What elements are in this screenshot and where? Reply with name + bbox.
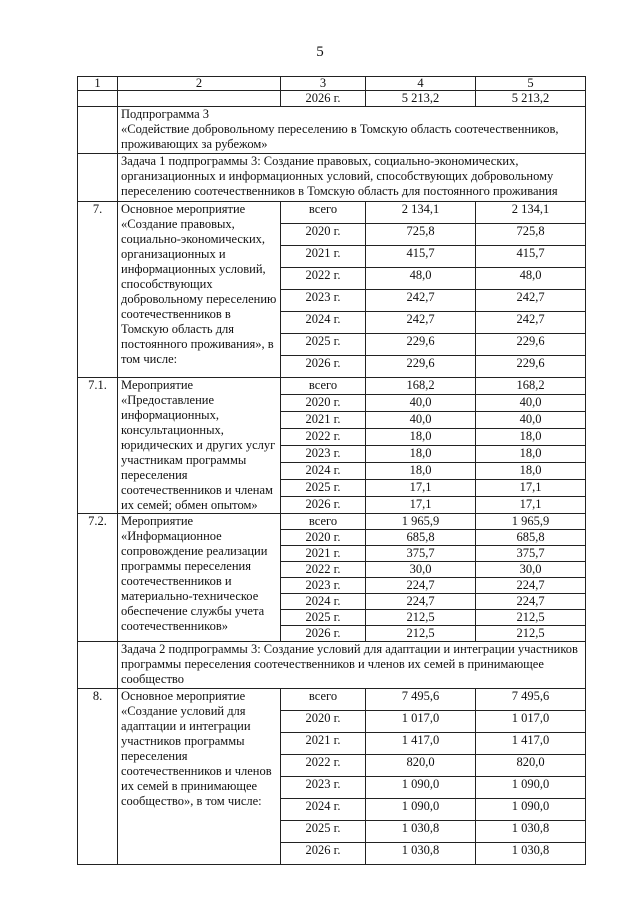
year-cell: 2021 г. [281, 412, 366, 429]
value-cell: 17,1 [366, 480, 476, 497]
value-cell: 224,7 [476, 578, 586, 594]
value-cell: 212,5 [476, 610, 586, 626]
activity-description: Основное мероприятие «Создание условий для адаптации и интеграции участников программы переселения соотечественников и членов их семей в принимающее сообщество», в том числе: [118, 689, 281, 865]
year-cell: всего [281, 378, 366, 395]
value-cell: 375,7 [366, 546, 476, 562]
year-cell: 2026 г. [281, 843, 366, 865]
value-cell: 212,5 [366, 610, 476, 626]
value-cell: 168,2 [476, 378, 586, 395]
value-cell: 242,7 [366, 312, 476, 334]
value-cell: 40,0 [476, 412, 586, 429]
activity-row [78, 689, 586, 711]
value-cell: 820,0 [366, 755, 476, 777]
subprogram-row [78, 107, 586, 154]
value-cell: 48,0 [366, 268, 476, 290]
activity-number: 7. [78, 202, 118, 378]
year-cell: 2025 г. [281, 334, 366, 356]
task-1-text: Задача 1 подпрограммы 3: Создание правовых, социально-экономических, организационных и информационных условий, способствующих добровольному переселению соотечественников в Томскую область для постоянного проживания [118, 154, 586, 202]
subprogram-label: Подпрограмма 3 [121, 107, 210, 121]
value-cell: 1 090,0 [366, 777, 476, 799]
value-cell: 18,0 [366, 463, 476, 480]
value-cell: 40,0 [366, 412, 476, 429]
value-cell: 224,7 [476, 594, 586, 610]
year-cell: 2024 г. [281, 312, 366, 334]
year-cell: 2020 г. [281, 395, 366, 412]
year-cell: 2026 г. [281, 626, 366, 642]
year-cell: всего [281, 202, 366, 224]
value-cell: 1 017,0 [366, 711, 476, 733]
value-cell: 1 017,0 [476, 711, 586, 733]
year-cell: 2024 г. [281, 463, 366, 480]
value-cell: 5 213,2 [476, 91, 586, 107]
activity-row [78, 514, 586, 530]
value-cell: 18,0 [366, 446, 476, 463]
activity-row [78, 202, 586, 224]
year-cell: 2024 г. [281, 594, 366, 610]
activity-number: 7.1. [78, 378, 118, 514]
value-cell: 30,0 [366, 562, 476, 578]
task-row [78, 154, 586, 202]
year-cell: 2024 г. [281, 799, 366, 821]
value-cell: 1 030,8 [476, 821, 586, 843]
header-cell: 4 [366, 77, 476, 91]
value-cell: 48,0 [476, 268, 586, 290]
value-cell: 820,0 [476, 755, 586, 777]
value-cell: 1 417,0 [366, 733, 476, 755]
value-cell: 1 965,9 [476, 514, 586, 530]
value-cell: 242,7 [476, 312, 586, 334]
year-cell: 2020 г. [281, 711, 366, 733]
value-cell: 1 030,8 [476, 843, 586, 865]
continuation-row [78, 91, 586, 107]
year-cell: 2023 г. [281, 578, 366, 594]
task-row [78, 642, 586, 689]
value-cell: 242,7 [366, 290, 476, 312]
value-cell: 40,0 [366, 395, 476, 412]
value-cell: 1 030,8 [366, 821, 476, 843]
year-cell: 2021 г. [281, 733, 366, 755]
header-cell: 1 [78, 77, 118, 91]
activity-row [78, 378, 586, 395]
value-cell: 415,7 [476, 246, 586, 268]
value-cell: 18,0 [476, 446, 586, 463]
header-cell: 3 [281, 77, 366, 91]
value-cell: 1 965,9 [366, 514, 476, 530]
value-cell: 1 030,8 [366, 843, 476, 865]
year-cell: 2023 г. [281, 446, 366, 463]
value-cell: 5 213,2 [366, 91, 476, 107]
year-cell: 2025 г. [281, 821, 366, 843]
year-cell: 2021 г. [281, 546, 366, 562]
activity-description: Мероприятие «Информационное сопровождение реализации программы переселения соотечественников и материально-техническое обеспечение службы учета соотечественников» [118, 514, 281, 642]
year-cell: 2026 г. [281, 356, 366, 378]
value-cell: 7 495,6 [476, 689, 586, 711]
year-cell: 2025 г. [281, 610, 366, 626]
activity-number: 7.2. [78, 514, 118, 642]
value-cell: 1 090,0 [476, 777, 586, 799]
value-cell: 18,0 [366, 429, 476, 446]
subprogram-name: «Содействие добровольному переселению в Томскую область соотечественников, проживающих за рубежом» [121, 122, 559, 151]
header-cell: 5 [476, 77, 586, 91]
value-cell: 229,6 [476, 334, 586, 356]
year-cell: 2020 г. [281, 224, 366, 246]
subprogram-title [118, 107, 586, 154]
header-cell: 2 [118, 77, 281, 91]
year-cell: 2022 г. [281, 429, 366, 446]
value-cell: 229,6 [476, 356, 586, 378]
value-cell: 18,0 [476, 463, 586, 480]
value-cell: 1 090,0 [366, 799, 476, 821]
value-cell: 415,7 [366, 246, 476, 268]
value-cell: 224,7 [366, 578, 476, 594]
year-cell: 2023 г. [281, 290, 366, 312]
value-cell: 2 134,1 [366, 202, 476, 224]
task-2-text: Задача 2 подпрограммы 3: Создание условий для адаптации и интеграции участников программы переселения соотечественников и членов их семей в принимающее сообщество [118, 642, 586, 689]
value-cell: 2 134,1 [476, 202, 586, 224]
value-cell: 725,8 [476, 224, 586, 246]
year-cell: 2022 г. [281, 268, 366, 290]
year-cell: всего [281, 689, 366, 711]
year-cell: всего [281, 514, 366, 530]
value-cell: 17,1 [476, 497, 586, 514]
value-cell: 1 090,0 [476, 799, 586, 821]
year-cell: 2023 г. [281, 777, 366, 799]
value-cell: 242,7 [476, 290, 586, 312]
year-cell: 2026 г. [281, 497, 366, 514]
page-number: 5 [316, 44, 324, 60]
year-cell: 2021 г. [281, 246, 366, 268]
value-cell: 212,5 [476, 626, 586, 642]
year-cell: 2026 г. [281, 91, 366, 107]
activity-description: Основное мероприятие «Создание правовых, социально-экономических, организационных и информационных условий, способствующих добровольному переселению соотечественников в Томскую область для постоянного проживания», в том числе: [118, 202, 281, 378]
value-cell: 17,1 [476, 480, 586, 497]
budget-table [77, 76, 586, 865]
header-row [78, 77, 586, 91]
value-cell: 375,7 [476, 546, 586, 562]
value-cell: 229,6 [366, 334, 476, 356]
empty-cell [78, 642, 118, 689]
value-cell: 229,6 [366, 356, 476, 378]
value-cell: 168,2 [366, 378, 476, 395]
value-cell: 7 495,6 [366, 689, 476, 711]
activity-number: 8. [78, 689, 118, 865]
value-cell: 1 417,0 [476, 733, 586, 755]
value-cell: 30,0 [476, 562, 586, 578]
value-cell: 17,1 [366, 497, 476, 514]
value-cell: 40,0 [476, 395, 586, 412]
value-cell: 725,8 [366, 224, 476, 246]
year-cell: 2025 г. [281, 480, 366, 497]
value-cell: 18,0 [476, 429, 586, 446]
year-cell: 2022 г. [281, 755, 366, 777]
year-cell: 2022 г. [281, 562, 366, 578]
value-cell: 685,8 [366, 530, 476, 546]
activity-description: Мероприятие «Предоставление информационных, консультационных, юридических и других услуг участникам программы переселения соотечественников и членам их семей; обмен опытом» [118, 378, 281, 514]
value-cell: 685,8 [476, 530, 586, 546]
value-cell: 224,7 [366, 594, 476, 610]
year-cell: 2020 г. [281, 530, 366, 546]
value-cell: 212,5 [366, 626, 476, 642]
